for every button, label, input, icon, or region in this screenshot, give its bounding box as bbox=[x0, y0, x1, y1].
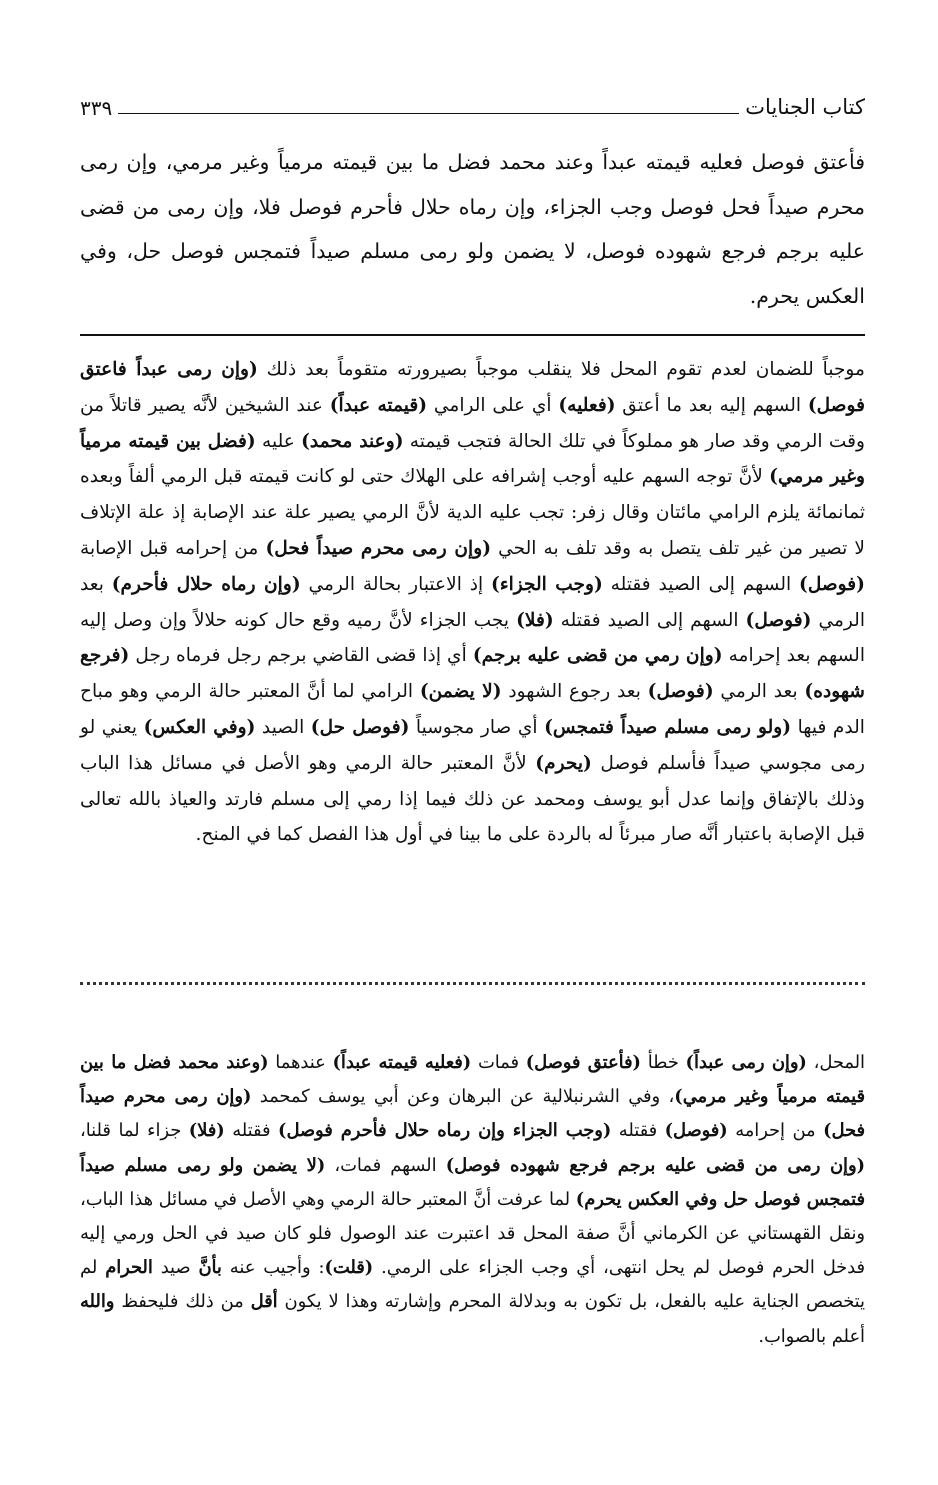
book-page bbox=[80, 78, 865, 1458]
hashiya-text-segment: أعلم بالصواب. bbox=[758, 1325, 865, 1347]
sharh-text-segment: السهم إلى الصيد فقتله bbox=[602, 573, 800, 595]
hashiya-text-segment: جزاء لما قلنا، bbox=[80, 1120, 189, 1142]
sharh-text-segment: يعني لو رمى مجوسي صيداً فأسلم فوصل bbox=[80, 716, 865, 774]
hashiya-text-segment: المحل، bbox=[806, 1052, 865, 1073]
hashiya-bold-segment: الحرام bbox=[105, 1257, 153, 1279]
hashiya-bold-segment: (وجب الجزاء وإن رماه حلال فأحرم فوصل) bbox=[278, 1120, 612, 1142]
sharh-bold-segment: (وعند محمد) bbox=[301, 430, 404, 452]
sharh-bold-segment: (فوصل) bbox=[799, 573, 865, 595]
hashiya-text-segment: فقتله bbox=[224, 1120, 279, 1142]
hashiya-bold-segment: (فأعتق فوصل) bbox=[525, 1052, 641, 1073]
sharh-bold-segment: (فوصل حل) bbox=[310, 716, 410, 738]
hashiya-bold-segment: والله bbox=[80, 1291, 115, 1313]
hashiya-bold-segment: (لا يضمن ولو رمى مسلم صيداً فتمجس فوصل حل وفي العكس يحرم) bbox=[80, 1154, 865, 1210]
sharh-bold-segment: (فلا) bbox=[516, 609, 554, 631]
running-header-title: كتاب الجنايات bbox=[745, 95, 865, 119]
sharh-text-segment: عليه bbox=[255, 430, 302, 452]
hashiya-bold-segment: (فوصل) bbox=[664, 1120, 728, 1142]
sharh-commentary bbox=[80, 352, 865, 853]
sharh-text-segment: أي على الرامي bbox=[427, 394, 559, 416]
hashiya-bold-segment: (قلت) bbox=[324, 1257, 374, 1279]
sharh-text-segment: أي صار مجوسياً bbox=[409, 716, 545, 738]
hashiya-text-segment: خطأ bbox=[640, 1052, 686, 1073]
sharh-text-segment: بعد الرمي bbox=[80, 573, 865, 631]
sharh-bold-segment: (يحرم) bbox=[535, 752, 592, 774]
sharh-text-segment: لأنَّ توجه السهم عليه أوجب إشرافه على الهلاك حتى لو كانت قيمته قبل الرمي ألفاً وبعده ثمانمائة يلزم الرامي مائتان وقال زفر: تجب عليه الدية لأنَّ الرمي يصير علة عند الإصابة إذ علة الإتلاف لا تصير من غير تلف يتصل به وقد تلف به الحي bbox=[80, 466, 866, 559]
sharh-bold-segment: (وفي العكس) bbox=[143, 716, 256, 738]
hashiya-bold-segment: (وإن رمى محرم صيداً فحل) bbox=[80, 1086, 865, 1142]
sharh-bold-segment: (فوصل) bbox=[647, 681, 714, 703]
sharh-bold-segment: (وإن رمي من قضى عليه برجم) bbox=[472, 645, 723, 667]
hashiya-text-segment: : وأجيب عنه bbox=[221, 1257, 325, 1279]
sharh-bold-segment: (قيمته عبداً) bbox=[329, 394, 428, 416]
sharh-bold-segment: (ولو رمى مسلم صيداً فتمجس) bbox=[544, 716, 792, 738]
hashiya-text-segment: فمات bbox=[471, 1052, 526, 1073]
sharh-text-segment: إذ الاعتبار بحالة الرمي bbox=[300, 573, 492, 595]
section-divider-solid bbox=[80, 334, 865, 336]
section-divider-dotted bbox=[80, 982, 865, 989]
sharh-text-segment: من إحرامه قبل الإصابة bbox=[80, 537, 266, 559]
hashiya-bold-segment: (وإن رمى من قضى عليه برجم فرجع شهوده فوصل) bbox=[445, 1154, 865, 1176]
hashiya-bold-segment: (وعند محمد فضل ما بين قيمته مرمياً وغير مرمي) bbox=[80, 1052, 865, 1108]
sharh-text-segment: السهم إلى الصيد فقتله bbox=[553, 609, 746, 631]
matn-text: فأعتق فوصل فعليه قيمته عبداً وعند محمد فضل ما بين قيمته مرمياً وغير مرمي، وإن رمى محرم صيداً فحل فوصل وجب الجزاء، وإن رماه حلال فأحرم فوصل فلا، وإن رمى من قضى عليه برجم فرجع شهوده فوصل، لا يضمن ولو رمى مسلم صيداً فتمجس فوصل حل، وفي العكس يحرم. bbox=[80, 150, 865, 308]
sharh-text-segment: الصيد bbox=[255, 716, 311, 738]
hashiya-text-segment: صيد bbox=[152, 1257, 199, 1279]
header-rule bbox=[118, 113, 739, 114]
sharh-bold-segment: (لا يضمن) bbox=[419, 681, 502, 703]
hashiya-bold-segment: (فعليه قيمته عبداً) bbox=[332, 1052, 472, 1073]
sharh-text-segment: أي إذا قضى القاضي برجم رجل فرماه رجل bbox=[129, 645, 473, 667]
hashiya-text-segment: لما عرفت أنَّ المعتبر حالة الرمي وهي الأصل في مسائل هذا الباب، ونقل القهستاني عن الكرماني أنَّ صفة المحل قد اعتبرت عند الوصول فلو كان صيد في الحل ورمي إليه فدخل الحرم فوصل لم يحل انتهى، أي وجب الجزاء على الرمي. bbox=[80, 1188, 865, 1279]
page-number: ٣٣٩ bbox=[80, 96, 113, 120]
sharh-bold-segment: (وجب الجزاء) bbox=[491, 573, 603, 595]
hashiya-text-segment: السهم فمات، bbox=[325, 1154, 446, 1176]
sharh-text-segment: السهم إليه بعد ما أعتق bbox=[615, 394, 808, 416]
hashiya-text-segment: من ذلك فليحفظ bbox=[114, 1291, 251, 1313]
sharh-bold-segment: (وإن رمى محرم صيداً فحل) bbox=[265, 537, 492, 559]
hashiya-text-segment: عندهما bbox=[268, 1052, 333, 1073]
sharh-bold-segment: (وإن رماه حلال فأحرم) bbox=[111, 573, 301, 595]
sharh-text-segment: بعد الرمي bbox=[713, 681, 805, 703]
hashiya-text-segment: ، وفي الشرنبلالية عن البرهان وعن أبي يوسف كمحمد bbox=[251, 1086, 675, 1108]
sharh-bold-segment: (فرجع شهوده) bbox=[80, 645, 865, 703]
sharh-text-segment: يجب الجزاء لأنَّ رميه وقع حال كونه حلالاً وإن وصل إليه السهم بعد إحرامه bbox=[80, 609, 865, 667]
hashiya-bold-segment: بأنَّ bbox=[198, 1257, 222, 1279]
hashiya-gloss bbox=[80, 1046, 865, 1354]
running-header bbox=[80, 86, 865, 118]
hashiya-text-segment: من إحرامه bbox=[727, 1120, 824, 1142]
hashiya-text-segment: فقتله bbox=[611, 1120, 665, 1142]
sharh-bold-segment: (فعليه) bbox=[558, 394, 616, 416]
hashiya-bold-segment: (فلا) bbox=[188, 1120, 225, 1142]
sharh-bold-segment: (فضل بين قيمته مرمياً وغير مرمي) bbox=[80, 430, 865, 488]
sharh-text-segment: موجباً للضمان لعدم تقوم المحل فلا ينقلب موجباً بصيرورته متقوماً بعد ذلك bbox=[257, 359, 866, 380]
hashiya-bold-segment: أقل bbox=[250, 1291, 278, 1313]
hashiya-text-segment: لم يتخصص الجناية عليه بالفعل، بل تكون به وبدلالة المحرم وإشارته وهذا لا يكون bbox=[80, 1257, 865, 1313]
sharh-bold-segment: (وإن رمى عبداً فاعتق فوصل) bbox=[80, 359, 865, 416]
sharh-bold-segment: (فوصل) bbox=[745, 609, 812, 631]
hashiya-bold-segment: (وإن رمى عبداً) bbox=[685, 1052, 807, 1073]
sharh-text-segment: بعد رجوع الشهود bbox=[501, 681, 648, 703]
sharh-text-segment: الرامي لما أنَّ المعتبر حالة الرمي وهو مباح الدم فيها bbox=[80, 681, 865, 738]
sharh-text-segment: عند الشيخين لأنَّه يصير قاتلاً من وقت الرمي وقد صار هو مملوكاً في تلك الحالة فتجب قيمته bbox=[80, 394, 865, 452]
sharh-text-segment: لأنَّ المعتبر حالة الرمي وهو الأصل في مسائل هذا الباب وذلك بالإتفاق وإنما عدل أبو يوسف ومحمد عن ذلك فيما إذا رمي إلى مسلم فارتد والعياذ بالله تعالى قبل الإصابة باعتبار أنَّه صار مبرئاً له بالردة على ما بينا في أول هذا الفصل كما في المنح. bbox=[80, 752, 865, 846]
